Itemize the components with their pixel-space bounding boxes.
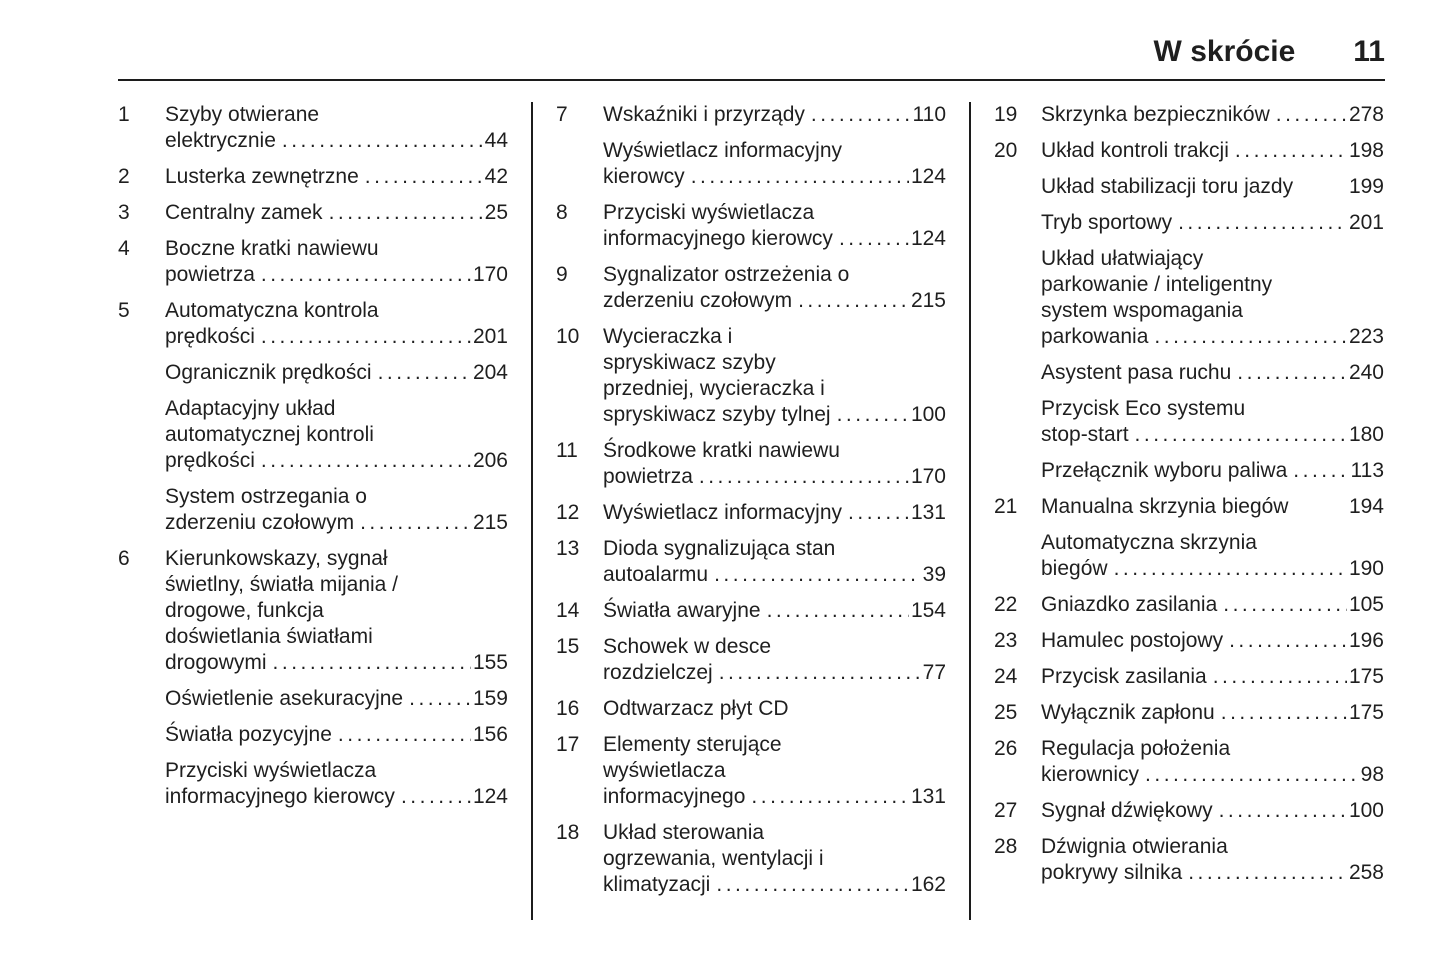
toc-entry-number: 8 [556,201,568,224]
toc-entry-label: Adaptacyjny układ [165,397,336,420]
toc-entry [994,138,1384,164]
toc-entry-number [994,396,1041,448]
toc-entry-number: 12 [556,501,580,524]
toc-page-ref: 196 [1348,629,1384,652]
toc-entry-label: Przycisk zasilania [1041,665,1207,688]
toc-entry-label: Odtwarzacz płyt CD [603,697,789,720]
toc-page-ref: 162 [910,873,946,896]
toc-page-ref: 190 [1348,557,1384,580]
toc-entry [994,396,1384,448]
dot-leader [1213,664,1347,690]
toc-entry-number: 1 [118,103,130,126]
toc-entry-label: klimatyzacji [603,873,711,896]
dot-leader [1135,422,1347,448]
toc-entry [994,246,1384,350]
dot-leader [691,164,909,190]
toc-entry-number: 20 [994,139,1018,162]
toc-entry [556,598,946,624]
dot-leader [848,500,909,526]
dot-leader [716,872,909,898]
toc-entry-number [118,396,165,474]
toc-entry-label: Sygnał dźwiękowy [1041,799,1213,822]
toc-entry-number [556,138,603,190]
toc-entry-label: przedniej, wycieraczka i [603,377,825,400]
toc-entry [994,798,1384,824]
toc-entry-number: 28 [994,835,1018,858]
toc-entry-label: automatycznej kontroli [165,423,374,446]
toc-page-ref: 278 [1348,103,1384,126]
toc-page-ref: 170 [910,465,946,488]
toc-page-ref: 44 [484,129,508,152]
toc-entry-number: 7 [556,103,568,126]
toc-entry [994,700,1384,726]
toc-entry [994,102,1384,128]
toc-entry-label: stop-start [1041,423,1129,446]
toc-entry-number: 10 [556,325,580,348]
toc-entry-label: Skrzynka bezpieczników [1041,103,1270,126]
toc-entry [118,546,508,676]
toc-entry-label: System ostrzegania o [165,485,367,508]
dot-leader [401,784,471,810]
toc-entry-label: parkowania [1041,325,1149,348]
toc-entry-number: 17 [556,733,580,756]
toc-page-ref: 175 [1348,701,1384,724]
toc-entry [556,138,946,190]
toc-entry-label: biegów [1041,557,1108,580]
toc-entry-label: Asystent pasa ruchu [1041,361,1232,384]
toc-entry-number [118,360,165,386]
toc-entry [118,758,508,810]
toc-entry-number [994,530,1041,582]
toc-page-ref: 199 [1348,175,1384,198]
toc-entry-label: prędkości [165,449,255,472]
toc-entry [994,494,1384,520]
toc-entry-number: 23 [994,629,1018,652]
toc-entry [994,174,1384,200]
toc-entry [118,102,508,154]
toc-entry-number [994,360,1041,386]
toc-entry-label: Schowek w desce [603,635,772,658]
toc-entry-label: Wyświetlacz informacyjny [603,501,843,524]
toc-page-ref: 100 [910,403,946,426]
dot-leader [365,164,483,190]
toc-entry-number: 15 [556,635,580,658]
toc-entry-label: system wspomagania [1041,299,1243,322]
toc-entry-number: 13 [556,537,580,560]
toc-entry-label: Wycieraczka i [603,325,733,348]
dot-leader [261,448,471,474]
page-title: W skrócie [1153,35,1296,68]
toc-entry [994,458,1384,484]
toc-entry-number: 9 [556,263,568,286]
toc-entry-label: świetlny, światła mijania / [165,573,399,596]
toc-entry [118,722,508,748]
toc-entry-number: 4 [118,237,130,260]
page-number: 11 [1353,35,1385,68]
toc-entry-label: Regulacja położenia [1041,737,1231,760]
toc-entry-label: Lusterka zewnętrzne [165,165,359,188]
toc-entry [994,834,1384,886]
toc-page-ref: 110 [912,103,946,126]
toc-entry [994,360,1384,386]
toc-entry-number: 11 [556,439,578,462]
toc-entry-label: zderzeniu czołowym [165,511,355,534]
toc-entry-number: 14 [556,599,580,622]
toc-page-ref: 175 [1348,665,1384,688]
toc-entry-label: Dźwignia otwierania [1041,835,1228,858]
toc-entry-number: 27 [994,799,1018,822]
toc-entry-label: rozdzielczej [603,661,713,684]
toc-entry-label: drogowymi [165,651,267,674]
toc-entry [994,736,1384,788]
toc-page-ref: 215 [910,289,946,312]
toc-entry-number: 18 [556,821,580,844]
toc-entry [556,200,946,252]
dot-leader [1114,556,1347,582]
dot-leader [1178,210,1347,236]
header-rule [118,79,1385,81]
toc-entry-number [118,722,165,748]
toc-entry-label: pokrywy silnika [1041,861,1183,884]
toc-page-ref: 124 [472,785,508,808]
dot-leader [329,200,483,226]
toc-entry-label: ogrzewania, wentylacji i [603,847,824,870]
dot-leader [409,686,471,712]
dot-leader [1145,762,1359,788]
toc-page-ref: 204 [472,361,508,384]
toc-entry-label: informacyjnego kierowcy [165,785,395,808]
toc-page-ref: 155 [472,651,508,674]
toc-entry-number [994,174,1041,200]
toc-entry-number: 16 [556,697,580,720]
toc-entry-label: Sygnalizator ostrzeżenia o [603,263,850,286]
dot-leader [751,784,909,810]
toc-entry-label: Wskaźniki i przyrządy [603,103,805,126]
toc-page-ref: 105 [1348,593,1384,616]
dot-leader [837,402,909,428]
toc-page-ref: 131 [910,785,946,808]
toc-entry-number: 21 [994,495,1018,518]
toc-page-ref: 223 [1348,325,1384,348]
toc-entry-label: Układ stabilizacji toru jazdy [1041,175,1294,198]
toc-entry-label: parkowanie / inteligentny [1041,273,1273,296]
dot-leader [360,510,471,536]
toc-entry-label: kierownicy [1041,763,1140,786]
toc-entry [556,438,946,490]
toc-entry-number: 24 [994,665,1018,688]
dot-leader [1219,798,1347,824]
toc-page-ref: 154 [910,599,946,622]
dot-leader [1229,628,1347,654]
toc-entry-number [994,458,1041,484]
toc-page-ref: 156 [472,723,508,746]
toc-entry [118,686,508,712]
toc-entry-number: 5 [118,299,130,322]
dot-leader [378,360,471,386]
toc-entry [994,592,1384,618]
dot-leader [261,262,471,288]
dot-leader [1276,102,1347,128]
toc-entry-label: Przełącznik wyboru paliwa [1041,459,1288,482]
dot-leader [839,226,909,252]
toc-entry-label: doświetlania światłami [165,625,373,648]
toc-entry [118,236,508,288]
toc-page-ref: 124 [910,227,946,250]
toc-entry [556,102,946,128]
toc-entry-number: 26 [994,737,1018,760]
toc-columns [118,102,1385,920]
toc-entry-label: Manualna skrzynia biegów [1041,495,1289,518]
toc-entry [994,664,1384,690]
toc-entry-label: Szyby otwierane [165,103,320,126]
toc-entry-label: Układ ułatwiający [1041,247,1204,270]
toc-entry [556,634,946,686]
toc-entry-label: Wyświetlacz informacyjny [603,139,843,162]
toc-entry-label: Układ sterowania [603,821,765,844]
toc-entry [118,298,508,350]
toc-page-ref: 131 [910,501,946,524]
toc-entry-label: zderzeniu czołowym [603,289,793,312]
toc-entry-label: autoalarmu [603,563,709,586]
dot-leader [1188,860,1347,886]
toc-entry-number: 25 [994,701,1018,724]
dot-leader [273,650,471,676]
toc-entry-label: informacyjnego [603,785,746,808]
toc-page-ref: 258 [1348,861,1384,884]
toc-entry [556,324,946,428]
toc-page-ref: 100 [1348,799,1384,822]
toc-entry-label: Przycisk Eco systemu [1041,397,1246,420]
toc-entry-number [118,484,165,536]
toc-entry-label: spryskiwacz szyby tylnej [603,403,831,426]
toc-page-ref: 240 [1348,361,1384,384]
dot-leader [1223,592,1347,618]
toc-entry-label: spryskiwacz szyby [603,351,776,374]
toc-entry [118,484,508,536]
toc-column-2 [556,102,946,908]
toc-page-ref: 124 [910,165,946,188]
toc-entry-label: Tryb sportowy [1041,211,1173,234]
toc-entry-label: Automatyczna kontrola [165,299,379,322]
toc-entry-number: 2 [118,165,130,188]
toc-entry-label: Światła awaryjne [603,599,761,622]
toc-entry-label: Przyciski wyświetlacza [603,201,815,224]
toc-page-ref: 98 [1360,763,1384,786]
toc-entry-label: Oświetlenie asekuracyjne [165,687,404,710]
toc-entry-label: powietrza [165,263,255,286]
toc-page-ref: 201 [472,325,508,348]
toc-entry-number: 22 [994,593,1018,616]
toc-page-ref: 42 [484,165,508,188]
toc-page-ref: 159 [472,687,508,710]
column-divider [531,102,533,920]
toc-page-ref: 39 [922,563,946,586]
toc-entry-label: prędkości [165,325,255,348]
toc-page-ref: 113 [1350,459,1384,482]
column-divider [969,102,971,920]
toc-entry [118,396,508,474]
toc-entry-number: 19 [994,103,1018,126]
toc-entry-label: Wyłącznik zapłonu [1041,701,1215,724]
dot-leader [1293,458,1348,484]
dot-leader [699,464,909,490]
toc-entry-number [118,686,165,712]
dot-leader [261,324,471,350]
toc-entry-number [994,210,1041,236]
toc-page-ref: 170 [472,263,508,286]
toc-page-ref: 206 [472,449,508,472]
dot-leader [1221,700,1347,726]
toc-entry-label: Światła pozycyjne [165,723,332,746]
dot-leader [338,722,471,748]
dot-leader [811,102,911,128]
toc-entry [556,262,946,314]
toc-entry-number: 3 [118,201,130,224]
toc-entry-number [994,246,1041,350]
toc-page-ref: 201 [1348,211,1384,234]
toc-entry-label: powietrza [603,465,693,488]
toc-entry [556,500,946,526]
toc-entry-label: drogowe, funkcja [165,599,324,622]
toc-entry [118,360,508,386]
dot-leader [798,288,909,314]
toc-entry-label: elektrycznie [165,129,276,152]
toc-column-1 [118,102,508,820]
toc-entry-label: kierowcy [603,165,685,188]
dot-leader [282,128,483,154]
toc-entry-label: Elementy sterujące [603,733,782,756]
toc-entry [994,210,1384,236]
toc-entry [994,530,1384,582]
toc-page-ref: 215 [472,511,508,534]
toc-page-ref: 180 [1348,423,1384,446]
toc-entry-label: Gniazdko zasilania [1041,593,1218,616]
toc-entry-label: Układ kontroli trakcji [1041,139,1229,162]
toc-page-ref: 194 [1348,495,1384,518]
dot-leader [767,598,909,624]
toc-entry [556,696,946,722]
toc-entry-label: informacyjnego kierowcy [603,227,833,250]
toc-entry [556,732,946,810]
toc-entry [118,200,508,226]
toc-page-ref: 77 [922,661,946,684]
toc-entry [994,628,1384,654]
toc-entry-label: Środkowe kratki nawiewu [603,439,840,462]
toc-entry [556,536,946,588]
toc-entry-label: Ogranicznik prędkości [165,361,372,384]
page-header [118,34,1385,70]
toc-entry-label: Dioda sygnalizująca stan [603,537,836,560]
toc-entry-label: Automatyczna skrzynia [1041,531,1257,554]
toc-entry-label: Kierunkowskazy, sygnał [165,547,388,570]
toc-page-ref: 198 [1348,139,1384,162]
toc-column-3 [994,102,1384,896]
dot-leader [714,562,921,588]
toc-entry-label: Hamulec postojowy [1041,629,1224,652]
dot-leader [1237,360,1347,386]
toc-entry [556,820,946,898]
dot-leader [1235,138,1347,164]
toc-entry-number: 6 [118,547,130,570]
toc-entry-label: Przyciski wyświetlacza [165,759,377,782]
dot-leader [719,660,921,686]
toc-entry-label: wyświetlacza [603,759,726,782]
toc-entry-number [118,758,165,810]
toc-entry [118,164,508,190]
dot-leader [1154,324,1347,350]
toc-page-ref: 25 [484,201,508,224]
toc-entry-label: Centralny zamek [165,201,323,224]
toc-entry-label: Boczne kratki nawiewu [165,237,379,260]
